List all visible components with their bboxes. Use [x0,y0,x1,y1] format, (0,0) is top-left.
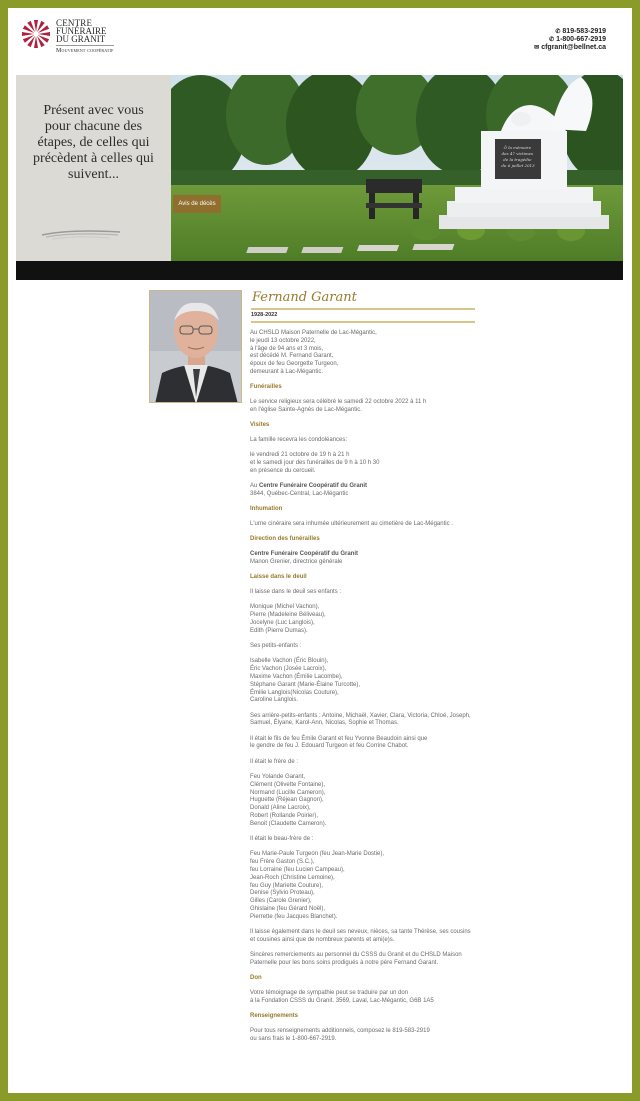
petits-enfants-intro: Ses petits-enfants : [250,643,302,650]
hero-banner [16,75,623,280]
phone-icon: ✆ [549,37,555,43]
visites-place-name: Centre Funéraire Coopératif du Granit [259,483,368,490]
page-frame [8,8,632,1093]
memorial-photo [171,75,623,261]
visites-address: 3844, Québec-Central, Lac-Mégantic [250,490,349,497]
obituary-body [250,330,490,1051]
logo-line-2: FUNÉRAIRE [56,26,107,36]
don-text: Votre témoignage de sympathie peut se traduire par un don à la Fondation CSSS du Granit. 3569, Laval, Lac-Mégantic, G6B 1A5 [250,990,434,1004]
beaux-freres-list: Feu Marie-Paule Turgeon (feu Jean-Marie Dostie), feu Frère Gaston (S.C.), feu Lorraine (feu Lucien Campeau), Jean-Roch (Christine Lemoine), feu Guy (Mariette Couture), Denise (Sylvio Proteau), Gilles (Carole Grenier), Ghislaine (feu Gérard Noël), Pierrette (feu Jacques Blanchet). [250,851,385,920]
section-heading-visites: Visites [250,422,270,429]
visites-intro: La famille recevra les condoléances: [250,436,348,443]
visites-place-prefix: Au [250,483,260,490]
beaux-freres-intro: Il était le beau-frère de : [250,836,314,843]
enfants-list: Monique (Michel Vachon), Pierre (Madeleine Béliveau), Jocelyne (Luc Langlois), Edith (Pierre Dumas). [250,604,326,634]
email-icon: ✉ [534,45,540,51]
phone-1[interactable]: 819-583-2919 [562,28,606,35]
monument-inscription: Ô la mémoire des 47 victimes de la tragédie du 6 juillet 2013 [501,145,535,168]
phone-icon: ✆ [555,29,561,35]
obituary-intro: Au CHSLD Maison Paternelle de Lac-Mégantic, le jeudi 13 octobre 2022, à l'âge de 94 ans et 3 mois, est décédé M. Fernand Garant, époux de feu Georgette Turgeon, demeurant à Lac-Mégantic. [250,330,377,375]
tab-avis-de-deces[interactable]: Avis de décès [173,195,221,213]
deceased-portrait [149,290,242,403]
email-link[interactable]: cfgranit@bellnet.ca [541,44,606,51]
section-heading-deuil: Laisse dans le deuil [250,574,307,581]
section-heading-don: Don [250,975,262,982]
logo-wordmark[interactable] [56,19,114,55]
arriere-petits-enfants: Ses arrière-petits-enfants : Antoine, Michaël, Xavier, Clara, Victoria, Chloé, Joseph, Samuel, Élyane, Karol-Ann, Nicolas, Sophie et Thomas. [250,712,471,727]
title-divider [251,321,475,323]
deceased-years: 1928-2022 [251,312,278,318]
section-heading-inhumation: Inhumation [250,506,283,513]
freres-list: Feu Yolande Garant, Clément (Olivette Fontaine), Normand (Lucille Cameron), Huguette (Réjean Gagnon), Donald (Aline Lacroix), Robert (Rollande Poirier), Benoit (Claudette Cameron). [250,774,327,827]
section-heading-renseignements: Renseignements [250,1013,299,1020]
inhumation-text: L'urne cinéraire sera inhumée ultérieurement au cimetière de Lac-Mégantic . [250,521,453,528]
direction-text [250,551,490,567]
renseignements-text: Pour tous renseignements additionnels, composez le 819-583-2919 ou sans frais le 1-800-667-2919. [250,1028,430,1042]
section-heading-funerailles: Funérailles [250,384,282,391]
logo-line-3: DU GRANIT [56,34,106,44]
banner-tagline: Présent avec vous pour chacune des étapes, de celles qui précèdent à celles qui suivent... [33,103,154,182]
neveux-text: Il laisse également dans le deuil ses neveux, nièces, sa tante Thérèse, ses cousins et cousines ainsi que de nombreux parents et ami(e)s. [250,929,471,943]
funerailles-text: Le service religieux sera célébré le samedi 22 octobre 2022 à 11 h en l'église Sainte-Agnès de Lac-Mégantic. [250,399,427,413]
section-heading-direction: Direction des funérailles [250,536,320,543]
deceased-name: Fernand Garant [252,290,357,305]
site-header [8,8,632,74]
remerciements-text: Sincères remerciements au personnel du CSSS du Granit et du CHSLD Maison Paternelle pour les bons soins prodigués à notre père Fernand Garant. [250,952,462,967]
visites-place [250,483,490,499]
nav-bar [16,261,623,280]
visites-times: le vendredi 21 octobre de 19 h à 21 h et le samedi jour des funérailles de 9 h à 10 h 30 en présence du cercueil. [250,452,380,474]
petits-enfants-list: Isabelle Vachon (Éric Blouin), Éric Vachon (Josée Lacroix), Maxime Vachon (Émilie Lacombe), Stéphane Garant (Marie-Élaine Turcotte), Émilie Langlois(Nicolas Couture), Caroline Langlois. [250,658,361,704]
contact-info [534,28,606,52]
logo-tagline: Mouvement coopératif [56,45,114,55]
parents-text: Il était le fils de feu Émile Garant et feu Yvonne Beaudoin ainsi que le gendre de feu J. Edouard Turgeon et feu Corrine Chabot. [250,735,428,750]
banner-tagline-panel [16,75,171,261]
logo-line-1: CENTRE [56,18,93,28]
logo-icon[interactable] [20,18,52,50]
phone-2[interactable]: 1-800-667-2919 [556,36,606,43]
swoosh-icon [40,227,122,241]
enfants-intro: Il laisse dans le deuil ses enfants : [250,589,342,596]
direction-name: Centre Funéraire Coopératif du Granit [250,551,359,558]
freres-intro: Il était le frère de : [250,758,299,765]
direction-person: Manon Grenier, directrice générale [250,558,343,565]
title-divider [251,308,475,310]
